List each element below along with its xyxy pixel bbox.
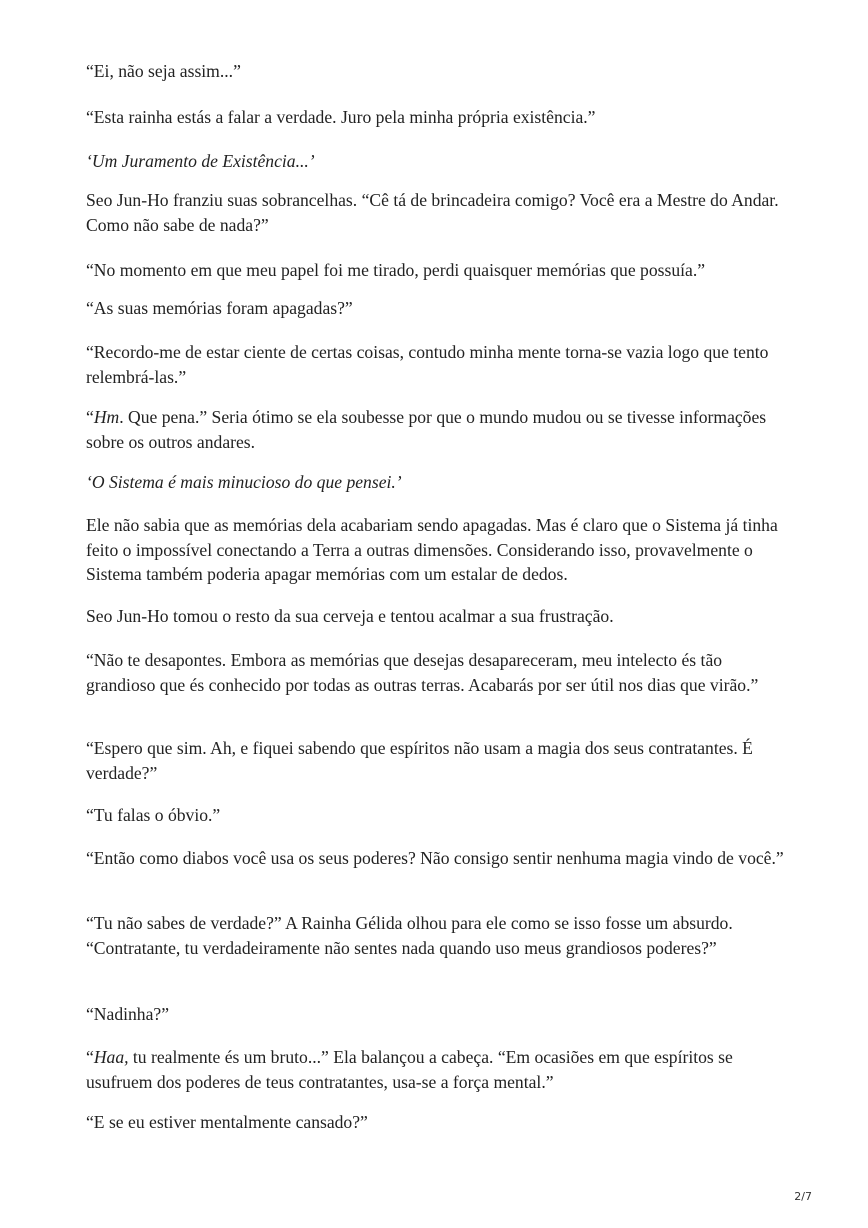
paragraph-2: “Esta rainha estás a falar a verdade. Juro pela minha própria existência.” [86,107,596,127]
paragraph-14: “Tu falas o óbvio.” [86,805,221,825]
page-number: 2/7 [794,1190,812,1203]
paragraph-4: Seo Jun-Ho franziu suas sobrancelhas. “Cê tá de brincadeira comigo? Você era a Mestre do Andar. Como não sabe de nada?” [86,190,779,235]
paragraph-5: “No momento em que meu papel foi me tirado, perdi quaisquer memórias que possuía.” [86,260,706,280]
paragraph-6: “As suas memórias foram apagadas?” [86,298,353,318]
paragraph-9-italic-thought: ‘O Sistema é mais minucioso do que pensei.’ [86,472,402,492]
paragraph-8-lead: “ [86,407,94,427]
paragraph-8 [86,405,786,454]
paragraph-1: “Ei, não seja assim...” [86,61,241,81]
paragraph-17: “Nadinha?” [86,1004,170,1024]
paragraph-10: Ele não sabia que as memórias dela acabariam sendo apagadas. Mas é claro que o Sistema já tinha feito o impossível conectando a Terra a outras dimensões. Considerando isso, provavelmente o Sistema também poderia apagar memórias com um estalar de dedos. [86,515,778,584]
paragraph-15: “Então como diabos você usa os seus poderes? Não consigo sentir nenhuma magia vindo de você.” [86,848,784,868]
paragraph-18-rest: tu realmente és um bruto...” Ela balançou a cabeça. “Em ocasiões em que espíritos se usufruem dos poderes de teus contratantes, usa-se a força mental.” [86,1047,733,1092]
paragraph-18 [86,1045,786,1094]
paragraph-8-italic: Hm [93,407,120,427]
paragraph-3-italic-thought: ‘Um Juramento de Existência...’ [86,151,315,171]
paragraph-18-italic: Haa, [93,1047,129,1067]
paragraph-7: “Recordo-me de estar ciente de certas coisas, contudo minha mente torna-se vazia logo que tento relembrá-las.” [86,342,769,387]
paragraph-12: “Não te desapontes. Embora as memórias que desejas desapareceram, meu intelecto és tão grandioso que és conhecido por todas as outras terras. Acabarás por ser útil nos dias que virão.” [86,650,759,695]
paragraph-18-lead: “ [86,1047,94,1067]
paragraph-13: “Espero que sim. Ah, e fiquei sabendo que espíritos não usam a magia dos seus contratantes. É verdade?” [86,738,753,783]
paragraph-8-rest: . Que pena.” Seria ótimo se ela soubesse por que o mundo mudou ou se tivesse informações sobre os outros andares. [86,407,767,452]
paragraph-11: Seo Jun-Ho tomou o resto da sua cerveja e tentou acalmar a sua frustração. [86,606,614,626]
paragraph-16: “Tu não sabes de verdade?” A Rainha Gélida olhou para ele como se isso fosse um absurdo. “Contratante, tu verdadeiramente não sentes nada quando uso meus grandiosos poderes?” [86,913,733,958]
paragraph-19: “E se eu estiver mentalmente cansado?” [86,1112,368,1132]
